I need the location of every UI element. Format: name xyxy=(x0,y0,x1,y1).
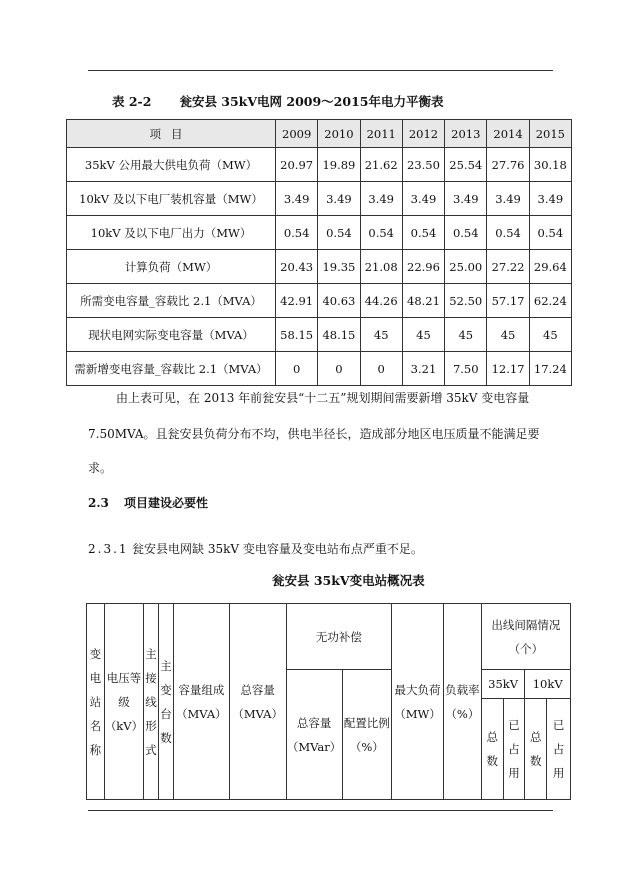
cell-value: 7.50 xyxy=(445,352,487,386)
cell-value: 3.49 xyxy=(276,182,318,216)
cell-value: 19.89 xyxy=(318,148,360,182)
row-label: 10kV 及以下电厂出力（MW） xyxy=(67,216,276,250)
cell-value: 20.97 xyxy=(276,148,318,182)
paragraph-line: 由上表可见，在 2013 年前瓮安县“十二五”规划期间需要新增 35kV 变电容量 xyxy=(116,391,530,405)
row-label: 所需变电容量_容载比 2.1（MVA） xyxy=(67,284,276,318)
header-voltage-level: 电压等级（kV） xyxy=(104,604,143,800)
table-header-row xyxy=(67,120,572,148)
header-reactive-ratio: 配置比例（%） xyxy=(342,670,392,800)
header-year: 2009 xyxy=(276,120,318,148)
cell-value: 3.49 xyxy=(318,182,360,216)
cell-value: 42.91 xyxy=(276,284,318,318)
cell-value: 21.08 xyxy=(360,250,402,284)
table-row xyxy=(67,182,572,216)
substation-overview-table xyxy=(86,603,571,800)
cell-value: 20.43 xyxy=(276,250,318,284)
header-35kv-used: 已占用 xyxy=(503,699,525,800)
cell-value: 3.49 xyxy=(360,182,402,216)
cell-value: 45 xyxy=(445,318,487,352)
cell-value: 0.54 xyxy=(402,216,444,250)
header-10kv-total: 总数 xyxy=(525,699,547,800)
cell-value: 48.15 xyxy=(318,318,360,352)
header-max-load: 最大负荷（MW） xyxy=(392,604,444,800)
cell-value: 0.54 xyxy=(360,216,402,250)
cell-value: 45 xyxy=(529,318,571,352)
header-item: 项目 xyxy=(67,120,276,148)
cell-value: 23.50 xyxy=(402,148,444,182)
cell-value: 25.00 xyxy=(445,250,487,284)
cell-value: 30.18 xyxy=(529,148,571,182)
section-heading xyxy=(88,494,208,511)
header-year: 2013 xyxy=(445,120,487,148)
header-wiring-form: 主接线形式 xyxy=(144,604,159,800)
header-reactive-total-capacity: 总容量（MVar） xyxy=(286,670,342,800)
row-label: 35kV 公用最大供电负荷（MW） xyxy=(67,148,276,182)
cell-value: 0.54 xyxy=(276,216,318,250)
paragraph-line: 求。 xyxy=(88,461,113,475)
header-year: 2012 xyxy=(402,120,444,148)
cell-value: 0 xyxy=(360,352,402,386)
header-load-rate: 负载率（%） xyxy=(443,604,481,800)
header-total-capacity: 总容量（MVA） xyxy=(229,604,286,800)
power-balance-table xyxy=(66,119,572,386)
cell-value: 57.17 xyxy=(487,284,529,318)
table2-caption: 瓮安县 35kV变电站概况表 xyxy=(272,573,425,588)
header-year: 2015 xyxy=(529,120,571,148)
row-label: 计算负荷（MW） xyxy=(67,250,276,284)
table-row xyxy=(67,318,572,352)
table1-caption-title: 瓮安县 35kV电网 2009～2015年电力平衡表 xyxy=(179,94,444,109)
cell-value: 0.54 xyxy=(318,216,360,250)
cell-value: 3.49 xyxy=(445,182,487,216)
subsection-number: 2.3.1 xyxy=(88,542,129,556)
cell-value: 3.49 xyxy=(402,182,444,216)
cell-value: 45 xyxy=(360,318,402,352)
table1-caption-label: 表 2-2 xyxy=(112,94,152,109)
header-35kv-total: 总数 xyxy=(481,699,503,800)
cell-value: 52.50 xyxy=(445,284,487,318)
row-label: 需新增变电容量_容载比 2.1（MVA） xyxy=(67,352,276,386)
cell-value: 12.17 xyxy=(487,352,529,386)
cell-value: 0.54 xyxy=(529,216,571,250)
cell-value: 21.62 xyxy=(360,148,402,182)
table-row xyxy=(67,352,572,386)
header-rule xyxy=(88,70,553,71)
table1-caption xyxy=(112,92,443,110)
cell-value: 29.64 xyxy=(529,250,571,284)
footer-rule xyxy=(88,810,553,811)
subsection-heading xyxy=(88,540,423,557)
subsection-text: 瓮安县电网缺 35kV 变电容量及变电站布点严重不足。 xyxy=(132,542,423,556)
table-row xyxy=(67,284,572,318)
header-10kv: 10kV xyxy=(525,670,571,699)
cell-value: 3.49 xyxy=(487,182,529,216)
cell-value: 0.54 xyxy=(487,216,529,250)
table-row xyxy=(67,250,572,284)
section-title: 项目建设必要性 xyxy=(124,496,209,510)
cell-value: 58.15 xyxy=(276,318,318,352)
section-number: 2.3 xyxy=(88,496,109,510)
header-transformer-count: 主变台数 xyxy=(159,604,174,800)
table-row xyxy=(67,148,572,182)
header-10kv-used: 已占用 xyxy=(547,699,571,800)
header-capacity-composition: 容量组成（MVA） xyxy=(173,604,229,800)
cell-value: 0.54 xyxy=(445,216,487,250)
table-row xyxy=(67,216,572,250)
cell-value: 0 xyxy=(276,352,318,386)
cell-value: 62.24 xyxy=(529,284,571,318)
paragraph-line: 7.50MVA。且瓮安县负荷分布不均，供电半径长，造成部分地区电压质量不能满足要 xyxy=(88,427,540,441)
header-station-name: 变电站名称 xyxy=(87,604,105,800)
cell-value: 17.24 xyxy=(529,352,571,386)
cell-value: 45 xyxy=(402,318,444,352)
header-35kv: 35kV xyxy=(481,670,525,699)
cell-value: 40.63 xyxy=(318,284,360,318)
row-label: 现状电网实际变电容量（MVA） xyxy=(67,318,276,352)
cell-value: 0 xyxy=(318,352,360,386)
cell-value: 27.76 xyxy=(487,148,529,182)
row-label: 10kV 及以下电厂装机容量（MW） xyxy=(67,182,276,216)
cell-value: 19.35 xyxy=(318,250,360,284)
cell-value: 25.54 xyxy=(445,148,487,182)
header-year: 2010 xyxy=(318,120,360,148)
cell-value: 3.49 xyxy=(529,182,571,216)
cell-value: 27.22 xyxy=(487,250,529,284)
cell-value: 48.21 xyxy=(402,284,444,318)
header-outlet-bays: 出线间隔情况（个） xyxy=(481,604,570,670)
cell-value: 44.26 xyxy=(360,284,402,318)
cell-value: 22.96 xyxy=(402,250,444,284)
header-year: 2011 xyxy=(360,120,402,148)
header-year: 2014 xyxy=(487,120,529,148)
header-reactive-compensation: 无功补偿 xyxy=(286,604,391,670)
cell-value: 3.21 xyxy=(402,352,444,386)
cell-value: 45 xyxy=(487,318,529,352)
